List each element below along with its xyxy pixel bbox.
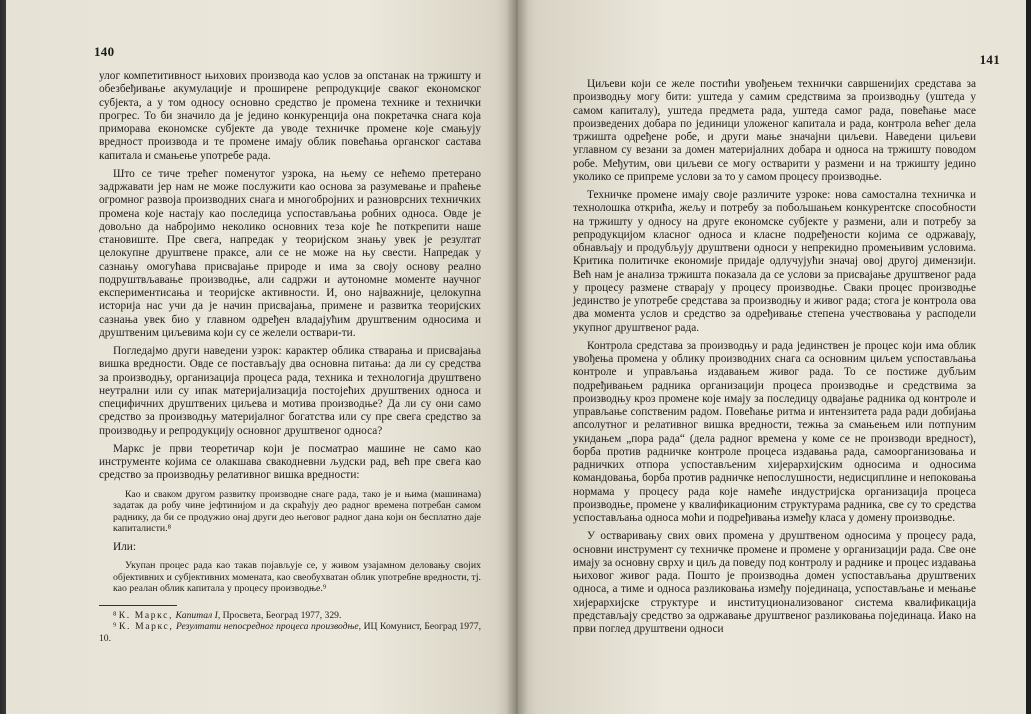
right-page bbox=[516, 0, 1026, 714]
footnote-author: К. Маркс, bbox=[118, 609, 174, 621]
footnote-author: К. Маркс, bbox=[118, 621, 174, 633]
footnote-title: Капитал I, bbox=[175, 609, 221, 621]
block-quote: Као и сваком другом развитку производне снаге рада, тако је и њима (машинама) задатак да робу чине јефтинијом и да скраћују део радног времена потребан самом раднику, да би се продужио онај други део његовог радног дана који он бесплатно даје капиталисти.⁸ bbox=[113, 488, 481, 535]
footnote-number: ⁹ bbox=[113, 621, 117, 633]
connector-text: Или: bbox=[113, 540, 136, 553]
page-body bbox=[573, 78, 976, 636]
paragraph: Циљеви који се желе постићи увођењем технички савршенијих средстава за производњу могу бити: уштеда у самим средствима за производњу (уштеда у самом капиталу), уштеда предмета рада, уштеда самог рада, повећање масе произведених добара по јединици уложеног капитала и рада, контрола већег дела тржишта одређене робе, и други мање значајни циљеви. Наведени циљеви углавном су везани за домен материјалних добара и односа на тржишту поводом робе. Међутим, ови циљеви се могу остварити у размени и на тржишту једино уколико се припреме услови за то у самом процесу производње. bbox=[573, 78, 976, 183]
footnote-divider bbox=[99, 605, 177, 606]
footnote-number: ⁸ bbox=[113, 609, 117, 621]
paragraph: Што се тиче трећег поменутог узрока, на њему се нећемо претерано задржавати јер нам не може послужити као основа за разумевање и праћење огромног развоја производних снага и многобројних и разноврсних техничких промена које настају као последица успостављања робних односа. Овде је довољно да набројимо неколико основних теза које ће поткрепити наше становиште. Пре свега, напредак у теоријском знању увек је резултат целокупне друштвене праксе, али се не може на њу свести. Напредак у сазнању омогућава присвајање природе и има за своју основу реално подруштвљавање производње, али садржи и аутономне моменте научног експериментисања и теоријске активности. И, оно најважније, целокупна историја нас учи да је начин присвајања, примене и развитка теоријских сазнања увек био у главном одређен владајућим друштвеним односима и друштвеним циљевима који су се желели оствари-ти. bbox=[99, 167, 481, 339]
footnote-source: Просвета, Београд 1977, 329. bbox=[222, 609, 342, 621]
page-body bbox=[99, 70, 481, 644]
footnote bbox=[99, 621, 481, 644]
footnote-title: Резултати непосредног процеса производње, bbox=[176, 621, 361, 633]
paragraph: Маркс је први теоретичар који је посматрао машине не само као инструменте којима се олакшава свакодневни људски рад, већ пре свега као средство за производњу релативног вишка вредности: bbox=[99, 442, 481, 482]
paragraph: Техничке промене имају своје различите узроке: нова самостална техничка и технолошка открића, жељу и потребу за побољшањем конкурентске способности на тржишту у односу на друге економске субјекте у размени, али и потребу за репродукцијом класног односа и класне подређености којима се одржавају, обнављају и продубљују друштвени односи у непрекидно промењивим условима. Критика политичке економије придаје одлучујући значај овој другој димензији. Већ нам је анализа тржишта показала да се услови за присвајање друштвеног рада у процесу размене стварају у процесу производње. Сваки процес производње јединство је употребе средстава за производњу и живог рада; стога је контрола ова два момента услов и средство за одређивање степена учествовања у расподели укупног друштвеног рада. bbox=[573, 189, 976, 334]
paragraph: Контрола средстава за производњу и рада јединствен је процес који има облик увођења промена у облику производних снага са основним циљем успостављања контроле и управљања издавањем живог рада. То се постиже дубљим подређивањем радника организацији процеса производње и средствима за производњу кроз промене које имају за последицу одвајање радника од контроле и управљање сопственим радом. Повећање ритма и интензитета рада ради добијања апсолутног и релативног вишка вредности, тежња за смањењем или потпуним укидањем „пора рада“ (дела радног времена у коме се не производи вредност), борба против радничке контроле процеса издавања рада, самоорганизовања и радничких отпора успостављеним хијерархијским односима и односима командовања, борба против радничке непослушности, недисциплине и непоковања нормама у процесу рада које намеће индустријска организација процеса производње, промене у квалификационим структурама радника, све су то средства успостављања односа моћи и подређивања између класа у домену производње. bbox=[573, 339, 976, 524]
block-quote: Укупан процес рада као такав појављује се, у живом узајамном деловању својих објективних и субјективних момената, као свеобухватан облик употребне вредности, тј. као реалан облик капитала у процесу производње.⁹ bbox=[113, 560, 481, 595]
paragraph: У остваривању свих ових промена у друштвеном односима у процесу рада, основни инструмент су техничке промене и промене у организацији рада. Све оне имају за основну сврху и циљ да поведу под контролу и раднике и процес издавања њиховог живог рада. Пошто је производња домен успостављања друштвених односа, а тиме и односа разликовања између појединаца, успостављање и мењање хијерархијске структуре и институционализованог система квалификација представљају средство за одржавање друштвеног разликовања појединаца. Иако на први поглед друштвени односи bbox=[573, 530, 976, 635]
paragraph: Погледајмо други наведени узрок: карактер облика стварања и присвајања вишка вредности. Овде се постављају два основна питања: да ли су средства за производњу, организација процеса рада, техника и технологија друштвено неутрални или су ипак материјализација постојећих друштвених односа и специфичних друштвених циљева и мотива производње? Да ли су они само средство за производњу материјалног богатства или су пре свега средство за производњу и репродукцију основног друштвеног односа? bbox=[99, 345, 481, 437]
page-number: 141 bbox=[979, 52, 1000, 67]
footnote bbox=[99, 610, 481, 621]
footnote-source: ИЦ Комунист, Београд 1977, 10. bbox=[99, 621, 482, 644]
left-page bbox=[6, 0, 516, 714]
page-number: 140 bbox=[94, 44, 115, 59]
paragraph: улог компетитивност њихових производа као услов за опстанак на тржишту и обезбеђивање акумулације и проширене репродукције сваког економског субјекта, а у том односу основно средство је промена технике и технички прогрес. То би значило да је једино конкуренција она покретачка снага која приморава економске субјекте да уводе техничке промене које смањују вредност производа и те промене имају облик повећања органског састава капитала и смањење употребе рада. bbox=[99, 70, 481, 162]
